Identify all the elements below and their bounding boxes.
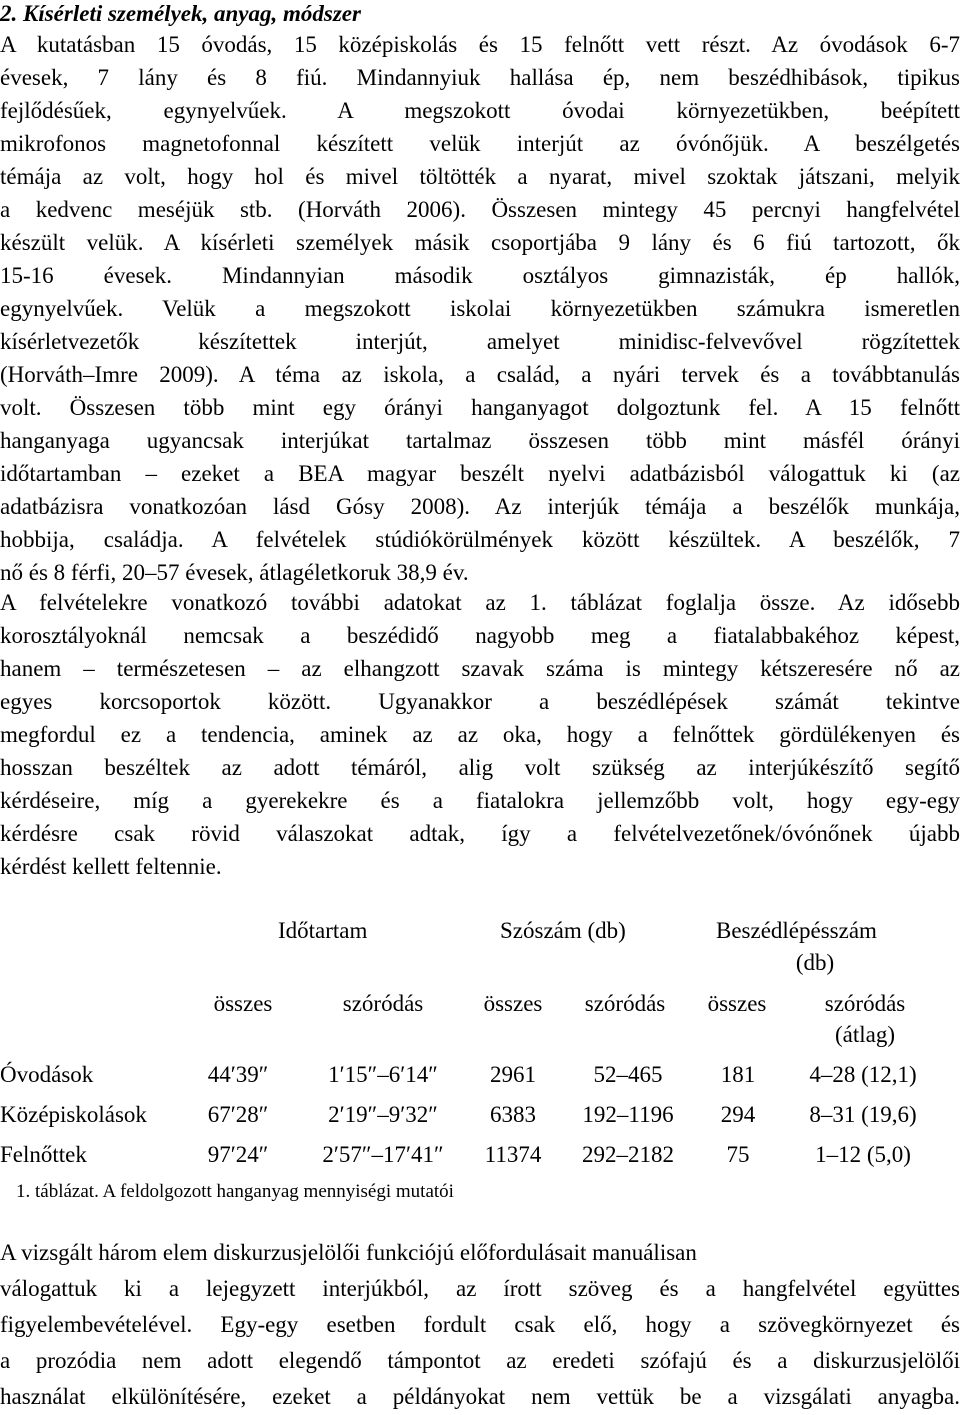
- text-line: egyes korcsoportok között. Ugyanakkor a beszédlépések számát tekintve: [0, 689, 960, 714]
- text-line: témája az volt, hogy hol és mivel töltötték a nyarat, mivel szoktak játszani, melyik: [0, 164, 960, 189]
- text-line: használat elkülönítésére, ezeket a példányokat nem vettük be a vizsgálati anyagba.: [0, 1384, 960, 1409]
- text-line: kérdéseire, míg a gyerekekre és a fiatalokra jellemzőbb volt, hogy egy-egy: [0, 788, 960, 813]
- row-label: Óvodások: [0, 1062, 94, 1087]
- text-line: válogattuk ki a lejegyzett interjúkból, az írott szöveg és a hangfelvétel együttes: [0, 1276, 960, 1301]
- table-cell: 294: [720, 1102, 756, 1127]
- text-line: megfordul ez a tendencia, aminek az az oka, hogy a felnőttek gördülékenyen és: [0, 722, 960, 747]
- table-cell: 2961: [490, 1062, 536, 1087]
- text-line: készült velük. A kísérleti személyek másik csoportjába 9 lány és 6 fiú tartozott, ők: [0, 230, 960, 255]
- subheader-range: szóródás: [824, 991, 906, 1016]
- text-line: korosztályoknál nemcsak a beszédidő nagyobb meg a fiatalabbakéhoz képest,: [0, 623, 960, 648]
- text-line: időtartamban – ezeket a BEA magyar beszélt nyelvi adatbázisból válogattuk ki (az: [0, 461, 960, 486]
- header-turn-count-unit: (db): [795, 950, 835, 975]
- text-line: a prozódia nem adott elegendő támpontot az eredeti szófajú és a diskurzusjelölői: [0, 1348, 960, 1373]
- text-line: évesek, 7 lány és 8 fiú. Mindannyiuk hallása ép, nem beszédhibások, tipikus: [0, 65, 960, 90]
- row-label: Középiskolások: [0, 1102, 147, 1127]
- subheader-range: szóródás: [342, 991, 424, 1016]
- text-line: nő és 8 férfi, 20–57 évesek, átlagéletkoruk 38,9 év.: [0, 560, 469, 585]
- header-word-count: Szószám (db): [500, 918, 626, 943]
- text-line: mikrofonos magnetofonnal készített velük interjút az óvónőjük. A beszélgetés: [0, 131, 960, 156]
- paragraph-1: [0, 28, 960, 589]
- text-line: egynyelvűek. Velük a megszokott iskolai környezetükben számukra ismeretlen: [0, 296, 960, 321]
- text-line: hanem – természetesen – az elhangzott szavak száma is mintegy kétszeresére nő az: [0, 656, 960, 681]
- paragraph-2: [0, 586, 960, 883]
- table-cell: 75: [726, 1142, 750, 1167]
- row-label: Felnőttek: [0, 1142, 87, 1167]
- table-cell: 1–12 (5,0): [815, 1142, 911, 1167]
- table-cell: 1′15″–6′14″: [328, 1062, 438, 1087]
- text-line: hanganyaga ugyancsak interjúkat tartalmaz összesen több mint másfél órányi: [0, 428, 960, 453]
- text-line: A vizsgált három elem diskurzusjelölői funkciójú előfordulásait manuálisan: [0, 1240, 697, 1265]
- text-line: kérdésre csak rövid válaszokat adtak, így a felvételvezetőnek/óvónőnek újabb: [0, 821, 960, 846]
- table-cell: 4–28 (12,1): [809, 1062, 917, 1087]
- table-cell: 2′57″–17′41″: [322, 1142, 444, 1167]
- text-line: hobbija, családja. A felvételek stúdiókörülmények között készültek. A beszélők, 7: [0, 527, 960, 552]
- table-cell: 181: [720, 1062, 756, 1087]
- table-cell: 2′19″–9′32″: [328, 1102, 438, 1127]
- data-table: [0, 908, 960, 1178]
- subheader-total: összes: [483, 991, 543, 1016]
- text-line: A kutatásban 15 óvodás, 15 középiskolás és 15 felnőtt vett részt. Az óvodások 6-7: [0, 32, 960, 57]
- table-cell: 8–31 (19,6): [809, 1102, 917, 1127]
- header-turn-count: Beszédlépésszám: [716, 918, 877, 943]
- section-heading: 2. Kísérleti személyek, anyag, módszer: [0, 1, 361, 26]
- paragraph-3: [0, 1235, 960, 1415]
- text-line: volt. Összesen több mint egy órányi hanganyagot dolgoztunk fel. A 15 felnőtt: [0, 395, 960, 420]
- text-line: adatbázisra vonatkozóan lásd Gósy 2008). Az interjúk témája a beszélők munkája,: [0, 494, 960, 519]
- table-cell: 67′28″: [207, 1102, 269, 1127]
- text-line: kísérletvezetők készítettek interjút, amelyet minidisc-felvevővel rögzítettek: [0, 329, 960, 354]
- subheader-total: összes: [213, 991, 273, 1016]
- table-cell: 52–465: [593, 1062, 663, 1087]
- table-cell: 292–2182: [582, 1142, 674, 1167]
- table-cell: 97′24″: [207, 1142, 269, 1167]
- text-line: a kedvenc meséjük stb. (Horváth 2006). Összesen mintegy 45 percnyi hangfelvétel: [0, 197, 960, 222]
- text-line: kérdést kellett feltennie.: [0, 854, 222, 879]
- text-line: hosszan beszéltek az adott témáról, alig volt szükség az interjúkészítő segítő: [0, 755, 960, 780]
- text-line: 15-16 évesek. Mindannyian második osztályos gimnazisták, ép hallók,: [0, 263, 960, 288]
- subheader-range: szóródás: [584, 991, 666, 1016]
- table-cell: 6383: [490, 1102, 536, 1127]
- text-line: fejlődésűek, egynyelvűek. A megszokott óvodai környezetükben, beépített: [0, 98, 960, 123]
- text-line: figyelembevételével. Egy-egy esetben fordult csak elő, hogy a szövegkörnyezet és: [0, 1312, 960, 1337]
- text-line: (Horváth–Imre 2009). A téma az iskola, a család, a nyári tervek és a továbbtanulás: [0, 362, 960, 387]
- header-duration: Időtartam: [278, 918, 368, 943]
- table-cell: 11374: [484, 1142, 542, 1167]
- subheader-average: (átlag): [834, 1022, 895, 1047]
- subheader-total: összes: [707, 991, 767, 1016]
- table-caption: 1. táblázat. A feldolgozott hanganyag mennyiségi mutatói: [16, 1181, 454, 1202]
- table-cell: 192–1196: [582, 1102, 674, 1127]
- table-cell: 44′39″: [207, 1062, 269, 1087]
- text-line: A felvételekre vonatkozó további adatokat az 1. táblázat foglalja össze. Az idősebb: [0, 590, 960, 615]
